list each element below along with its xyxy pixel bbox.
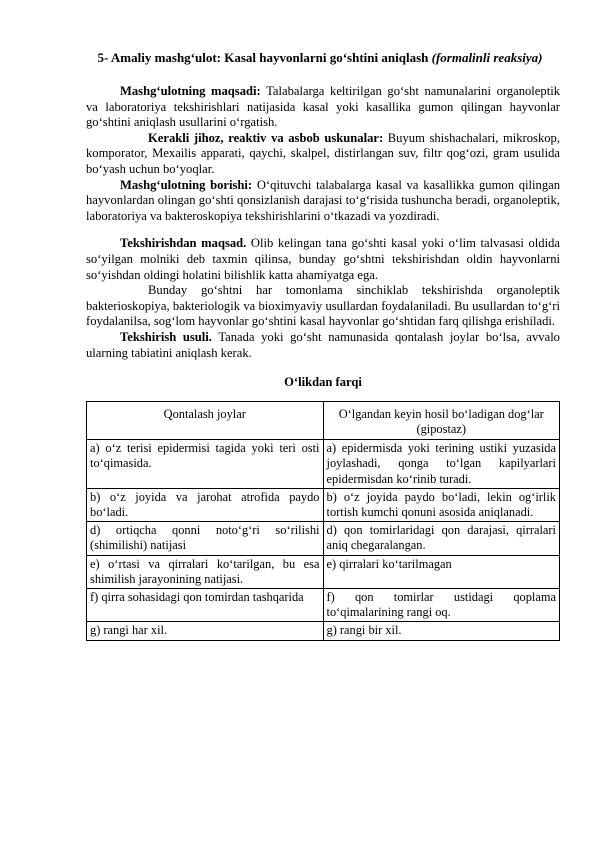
table-cell: b) o‘z joyida va jarohat atrofida paydo bo‘ladi.	[87, 488, 324, 521]
table-title: O‘likdan farqi	[284, 375, 362, 390]
purpose-label: Tekshirishdan maqsad.	[120, 236, 247, 251]
table-row	[87, 488, 560, 521]
goal-text: Talabalarga keltirilgan go‘sht namunalarini organoleptik va laboratoriya tekshirishlari natijasida kasal yoki kasallika gumon qilingan hayvonlar go‘shtini aniqlash usullarini o‘rgatish.	[86, 84, 560, 130]
title-main: 5- Amaliy mashg‘ulot: Kasal hayvonlarni go‘shtini aniqlash	[97, 50, 432, 65]
equipment-text: Buyum shishachalari, mikroskop, komporator, Mexailis apparati, qaychi, skalpel, distirlangan suv, filtr qog‘ozi, gram usulida bo‘yash uchun bo‘yoqlar.	[86, 130, 560, 176]
table-row	[87, 622, 560, 640]
paragraph-procedure	[86, 178, 560, 225]
title-italic: (formalinli reaksiya)	[431, 50, 543, 65]
table-cell: f) qirra sohasidagi qon tomirdan tashqarida	[87, 588, 324, 621]
table-cell: b) o‘z joyida paydo bo‘ladi, lekin og‘irlik tortish kumchi qonuni asosida aniqlanadi.	[323, 488, 560, 521]
table-cell: d) ortiqcha qonni noto‘g‘ri so‘rilishi (shimilishi) natijasi	[87, 522, 324, 555]
table-cell: f) qon tomirlar ustidagi qoplama to‘qimalarining rangi oq.	[323, 588, 560, 621]
comparison-table	[86, 401, 560, 641]
table-cell: a) epidermisda yoki terining ustiki yuzasida joylashadi, qonga to‘lgan kapilyarlari epidermisdan ko‘rinib turadi.	[323, 440, 560, 489]
table-row	[87, 588, 560, 621]
table-row	[87, 555, 560, 588]
methods-text: Bunday go‘shtni har tomonlama sinchiklab tekshirishda organoleptik bakterioskopiya, bakteriologik va bioximyaviy usullardan foydalaniladi. Bu usullardan to‘g‘ri foydalanilsa, sog‘lom hayvonlar go‘shtini kasal hayvonlar go‘shtidan farq qilishga erishiladi.	[86, 283, 560, 329]
table-row	[87, 440, 560, 489]
table-cell: e) o‘rtasi va qirralari ko‘tarilgan, bu esa shimilish jarayonining natijasi.	[87, 555, 324, 588]
goal-label: Mashg‘ulotning maqsadi:	[120, 84, 261, 98]
method-text: Tanada yoki go‘sht namunasida qontalash joylar bo‘lsa, avvalo ularning tabiatini aniqlash kerak.	[86, 329, 560, 360]
paragraph-goal	[86, 84, 560, 131]
method-label: Tekshirish usuli.	[120, 329, 212, 344]
procedure-text: O‘qituvchi talabalarga kasal va kasallikka gumon qilingan hayvonlardan olingan go‘shti qonsizlanish darajasi to‘g‘risida tushuncha beradi, organoleptik, laboratoriya va bakteroskopiya tekshirishlarini o‘tkazadi va yozdiradi.	[86, 177, 561, 223]
table-cell: d) qon tomirlaridagi qon darajasi, qirralari aniq chegaralangan.	[323, 522, 560, 555]
table-header-row	[87, 401, 560, 439]
paragraph-method	[86, 330, 560, 361]
table-cell: e) qirralari ko‘tarilmagan	[323, 555, 560, 588]
table-cell: g) rangi har xil.	[87, 622, 324, 640]
paragraph-purpose	[86, 236, 560, 283]
table-row	[87, 522, 560, 555]
paragraph-methods	[86, 283, 560, 330]
table-cell: a) o‘z terisi epidermisi tagida yoki teri osti to‘qimasida.	[87, 440, 324, 489]
equipment-label: Kerakli jihoz, reaktiv va asbob uskunalar:	[148, 130, 384, 145]
table-cell: g) rangi bir xil.	[323, 622, 560, 640]
procedure-label: Mashg‘ulotning borishi:	[120, 177, 253, 192]
document-page	[86, 50, 560, 641]
purpose-text: Olib kelingan tana go‘shti kasal yoki o‘lim talvasasi oldida so‘yilgan molniki deb taxmin qilinsa, bunday go‘shtni tekshirishdan oldin hayvonlarni so‘yishdan oldingi holatini bilishlik katta ahamiyatga ega.	[86, 236, 560, 282]
paragraph-equipment	[86, 131, 560, 178]
table-header-cell: Qontalash joylar	[87, 401, 324, 439]
page-title	[86, 50, 560, 66]
table-header-cell: O‘lgandan keyin hosil bo‘ladigan dog‘lar (gipostaz)	[323, 401, 560, 439]
